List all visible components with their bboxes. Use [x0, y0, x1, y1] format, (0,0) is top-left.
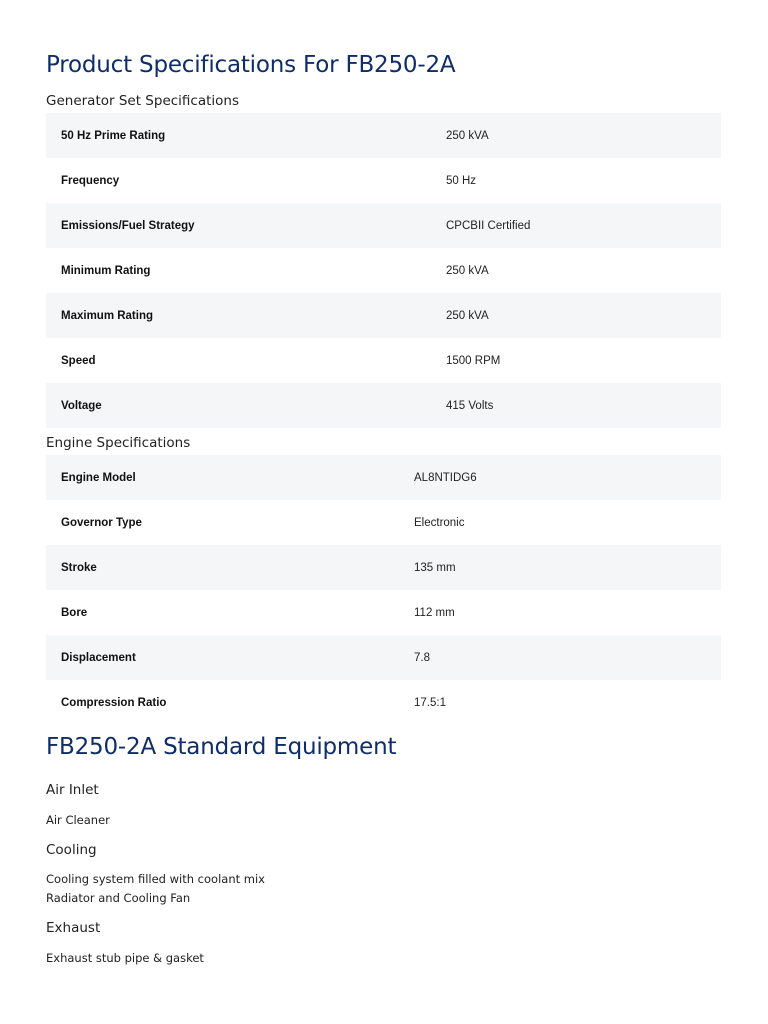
- table-row: [46, 338, 721, 383]
- spec-value: 250 kVA: [446, 264, 489, 277]
- spec-value: CPCBII Certified: [446, 219, 531, 232]
- spec-value: Electronic: [414, 516, 465, 529]
- spec-label: Governor Type: [61, 516, 142, 529]
- table-row: [46, 500, 721, 545]
- table-row: [46, 545, 721, 590]
- spec-label: Engine Model: [61, 471, 136, 484]
- spec-label: Voltage: [61, 399, 102, 412]
- spec-value: 135 mm: [414, 561, 456, 574]
- spec-value: 112 mm: [414, 606, 455, 619]
- spec-label: Minimum Rating: [61, 264, 151, 277]
- page-title: Product Specifications For FB250-2A: [46, 52, 456, 78]
- table-row: [46, 383, 721, 428]
- table-row: [46, 680, 721, 725]
- table-row: [46, 293, 721, 338]
- spec-value: AL8NTIDG6: [414, 471, 477, 484]
- spec-label: Speed: [61, 354, 96, 367]
- table-row: [46, 590, 721, 635]
- spec-value: 1500 RPM: [446, 354, 501, 367]
- spec-value: 250 kVA: [446, 129, 489, 142]
- generator-specs-table: [46, 113, 721, 428]
- engine-specs-heading: Engine Specifications: [46, 435, 191, 451]
- spec-value: 250 kVA: [446, 309, 489, 322]
- equipment-item: Exhaust stub pipe & gasket: [46, 951, 204, 965]
- spec-label: Compression Ratio: [61, 696, 167, 709]
- spec-label: Frequency: [61, 174, 120, 187]
- equipment-item: Air Cleaner: [46, 813, 110, 827]
- spec-label: Displacement: [61, 651, 136, 664]
- spec-label: Emissions/Fuel Strategy: [61, 219, 195, 232]
- generator-specs-heading: Generator Set Specifications: [46, 93, 240, 109]
- table-row: [46, 203, 721, 248]
- table-row: [46, 455, 721, 500]
- table-row: [46, 635, 721, 680]
- equipment-item: Radiator and Cooling Fan: [46, 891, 191, 905]
- spec-label: Bore: [61, 606, 88, 619]
- equipment-category-cooling: Cooling: [46, 842, 97, 858]
- spec-value: 17.5:1: [414, 696, 446, 709]
- equipment-category-air-inlet: Air Inlet: [46, 782, 99, 798]
- equipment-item: Cooling system filled with coolant mix: [46, 872, 265, 886]
- spec-value: 415 Volts: [446, 399, 494, 412]
- spec-value: 50 Hz: [446, 174, 477, 187]
- table-row: [46, 113, 721, 158]
- engine-specs-table: [46, 455, 721, 725]
- table-row: [46, 158, 721, 203]
- spec-label: Stroke: [61, 561, 97, 574]
- equipment-title: FB250-2A Standard Equipment: [46, 734, 397, 760]
- table-row: [46, 248, 721, 293]
- spec-value: 7.8: [414, 651, 430, 664]
- spec-label: Maximum Rating: [61, 309, 154, 322]
- equipment-category-exhaust: Exhaust: [46, 920, 101, 936]
- spec-label: 50 Hz Prime Rating: [61, 129, 166, 142]
